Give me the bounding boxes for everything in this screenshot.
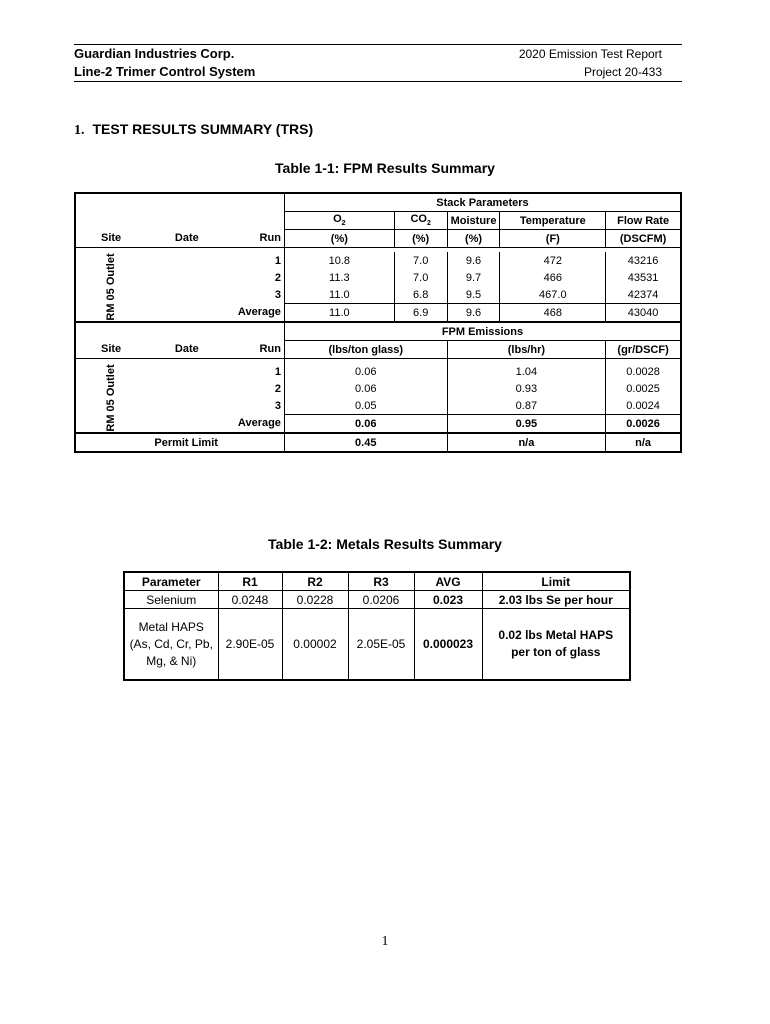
flow-unit: (DSCFM): [606, 230, 681, 248]
metal-haps-parameter: Metal HAPS (As, Cd, Cr, Pb, Mg, & Ni): [124, 609, 218, 681]
table2-caption: Table 1-2: Metals Results Summary: [268, 536, 502, 552]
fpm-emissions-heading: FPM Emissions: [284, 322, 681, 341]
o2-heading: $O_2$: [284, 212, 394, 230]
fpm-unit-lbs-ton: (lbs/ton glass): [284, 341, 447, 359]
fpm-unit-gr-dscf: (gr/DSCF): [606, 341, 681, 359]
table-row: RM 05 Outlet 1 10.8 7.0 9.6 472 43216: [75, 252, 681, 269]
page-number: 1: [381, 934, 389, 949]
moisture-unit: (%): [447, 230, 500, 248]
run-heading: Run: [228, 230, 285, 248]
co2-unit: (%): [394, 230, 447, 248]
co2-heading: $CO_2$: [394, 212, 447, 230]
table-row: 2 11.3 7.0 9.7 466 43531: [75, 269, 681, 286]
section-number: 1.: [74, 123, 85, 138]
table-row: 2 0.06 0.93 0.0025: [75, 380, 681, 397]
temperature-heading: Temperature: [500, 212, 606, 230]
parameter-heading: Parameter: [141, 574, 201, 589]
project-number: Project 20-433: [583, 65, 662, 79]
table-row: RM 05 Outlet 1 0.06 1.04 0.0028: [75, 363, 681, 380]
table-row: Metal HAPS (As, Cd, Cr, Pb, Mg, & Ni) 2.90E-05 0.00002 2.05E-05 0.000023 0.02 lbs Metal HAPS per ton of glass: [124, 609, 630, 681]
permit-limit-row: Permit Limit 0.45 n/a n/a: [75, 433, 681, 452]
table-row: Average 0.06 0.95 0.0026: [75, 415, 681, 434]
stack-parameters-heading: Stack Parameters: [284, 193, 681, 212]
section-heading: [74, 121, 313, 139]
table-row: 3 11.0 6.8 9.5 467.0 42374: [75, 286, 681, 304]
o2-unit: (%): [284, 230, 394, 248]
date-heading: Date: [146, 230, 227, 248]
flow-rate-heading: Flow Rate: [606, 212, 681, 230]
r2-heading: R2: [282, 572, 348, 591]
table-row: Selenium 0.0248 0.0228 0.0206 0.023 2.03 lbs Se per hour: [124, 591, 630, 609]
fpm-results-table: [74, 192, 682, 453]
avg-heading: AVG: [414, 572, 482, 591]
table-row: Average 11.0 6.9 9.6 468 43040: [75, 304, 681, 323]
page-header: [74, 44, 682, 82]
run-heading-2: Run: [228, 341, 285, 359]
report-title: 2020 Emission Test Report: [518, 47, 662, 61]
r3-heading: R3: [348, 572, 414, 591]
site-heading: Site: [75, 230, 146, 248]
metals-results-table: [123, 571, 631, 681]
site-label-2: RM 05 Outlet: [105, 363, 118, 432]
date-heading-2: Date: [146, 341, 227, 359]
table-row: 3 0.05 0.87 0.0024: [75, 397, 681, 415]
company-name: Guardian Industries Corp.: [74, 46, 235, 61]
moisture-heading: Moisture: [447, 212, 500, 230]
site-heading-2: Site: [75, 341, 146, 359]
table1-caption: Table 1-1: FPM Results Summary: [275, 160, 495, 176]
fpm-unit-lbs-hr: (lbs/hr): [447, 341, 606, 359]
temperature-unit: (F): [500, 230, 606, 248]
section-title: TEST RESULTS SUMMARY (TRS): [92, 121, 314, 137]
limit-heading: Limit: [482, 572, 630, 591]
site-label: RM 05 Outlet: [105, 252, 118, 321]
r1-heading: R1: [218, 572, 282, 591]
system-name: Line-2 Trimer Control System: [74, 64, 256, 79]
metal-haps-limit: 0.02 lbs Metal HAPS per ton of glass: [482, 609, 630, 681]
permit-limit-label: Permit Limit: [75, 433, 284, 452]
header-rule: [74, 81, 682, 82]
